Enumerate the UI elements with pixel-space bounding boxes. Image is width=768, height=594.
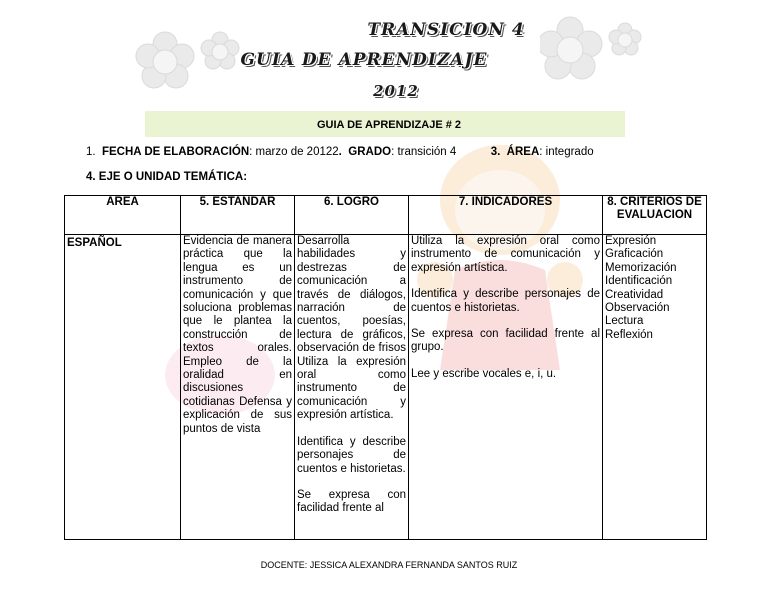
indicador-item: Utiliza la expresión oral como instrumento de comunicación y expresión artística. <box>411 235 600 274</box>
eje-label: 4. EJE O UNIDAD TEMÁTICA <box>86 171 244 183</box>
criterio-item: Reflexión <box>605 328 653 341</box>
header-indicadores: 7. INDICADORES <box>409 196 603 235</box>
criterio-item: Graficación <box>605 248 664 261</box>
table-row <box>65 235 707 540</box>
fecha-label: FECHA DE ELABORACIÓN <box>101 146 250 158</box>
cell-indicadores <box>409 235 603 540</box>
header-area: AREA <box>65 196 181 235</box>
grado-label: GRADO <box>348 146 392 158</box>
learning-guide-table <box>64 195 707 540</box>
eje-colon: : <box>243 171 248 183</box>
cell-logro <box>295 235 409 540</box>
title-line-2: GUIA DE APRENDIZAJE <box>240 50 488 70</box>
logro-paragraph: Identifica y describe personajes de cuentos e historietas. <box>297 435 406 475</box>
criterio-item: Expresión <box>605 235 657 247</box>
meta-row: 1. FECHA DE ELABORACIÓN: marzo de 20122. GRADO: transición 4 3. ÁREA: integrado <box>86 146 594 158</box>
area-label: ÁREA <box>506 146 540 158</box>
indicador-item: Se expresa con facilidad frente al grupo. <box>411 328 600 354</box>
indicador-item: Identifica y describe personajes de cuentos e historietas. <box>411 288 600 314</box>
logro-paragraph: Desarrolla habilidades y destrezas de comunicación a través de diálogos, narración de cuentos, poesías, lectura de gráficos, observación de frisos Utiliza la expresión oral como instrumento de comunicación y expresión artística. <box>297 235 406 422</box>
table-header-row <box>65 196 707 235</box>
cell-criterios <box>603 235 707 540</box>
criterio-item: Memorización <box>605 261 677 274</box>
item1-number: 1. <box>86 146 96 158</box>
subtitle: GUIA DE APRENDIZAJE # 2 <box>316 119 462 131</box>
eje-row <box>86 171 247 183</box>
header-estandar: 5. ESTANDAR <box>181 196 295 235</box>
fecha-value: : marzo de 20122 <box>249 146 339 158</box>
title-line-3: 2012 <box>373 82 419 100</box>
area-value: : integrado <box>539 146 594 158</box>
cell-estandar <box>181 235 295 540</box>
cell-area: ESPAÑOL <box>65 235 181 540</box>
criterio-item: Identificación <box>605 275 673 288</box>
area-number: 3. <box>490 146 501 158</box>
criterio-item: Creatividad <box>605 288 664 301</box>
title-line-1: TRANSICION 4 <box>367 20 525 40</box>
criterio-item: Lectura <box>605 315 644 328</box>
docente-footer: DOCENTE: JESSICA ALEXANDRA FERNANDA SANTOS RUIZ <box>260 560 518 570</box>
logro-paragraph: Se expresa con facilidad frente al <box>297 488 406 515</box>
grado-value: : transición 4 <box>391 146 457 158</box>
indicador-item: Lee y escribe vocales e, i, u. <box>411 367 557 380</box>
criterio-item: Observación <box>605 302 670 315</box>
header-logro: 6. LOGRO <box>295 196 409 235</box>
estandar-text: Evidencia de manera práctica que la lengua es un instrumento de comunicación y que soluciona problemas que le plantea la construcción de textos orales. Empleo de la oralidad en discusiones cotidianas Defensa y explicación de sus puntos de vista <box>183 235 292 435</box>
header-criterios: 8. CRITERIOS DE EVALUACION <box>603 196 707 235</box>
